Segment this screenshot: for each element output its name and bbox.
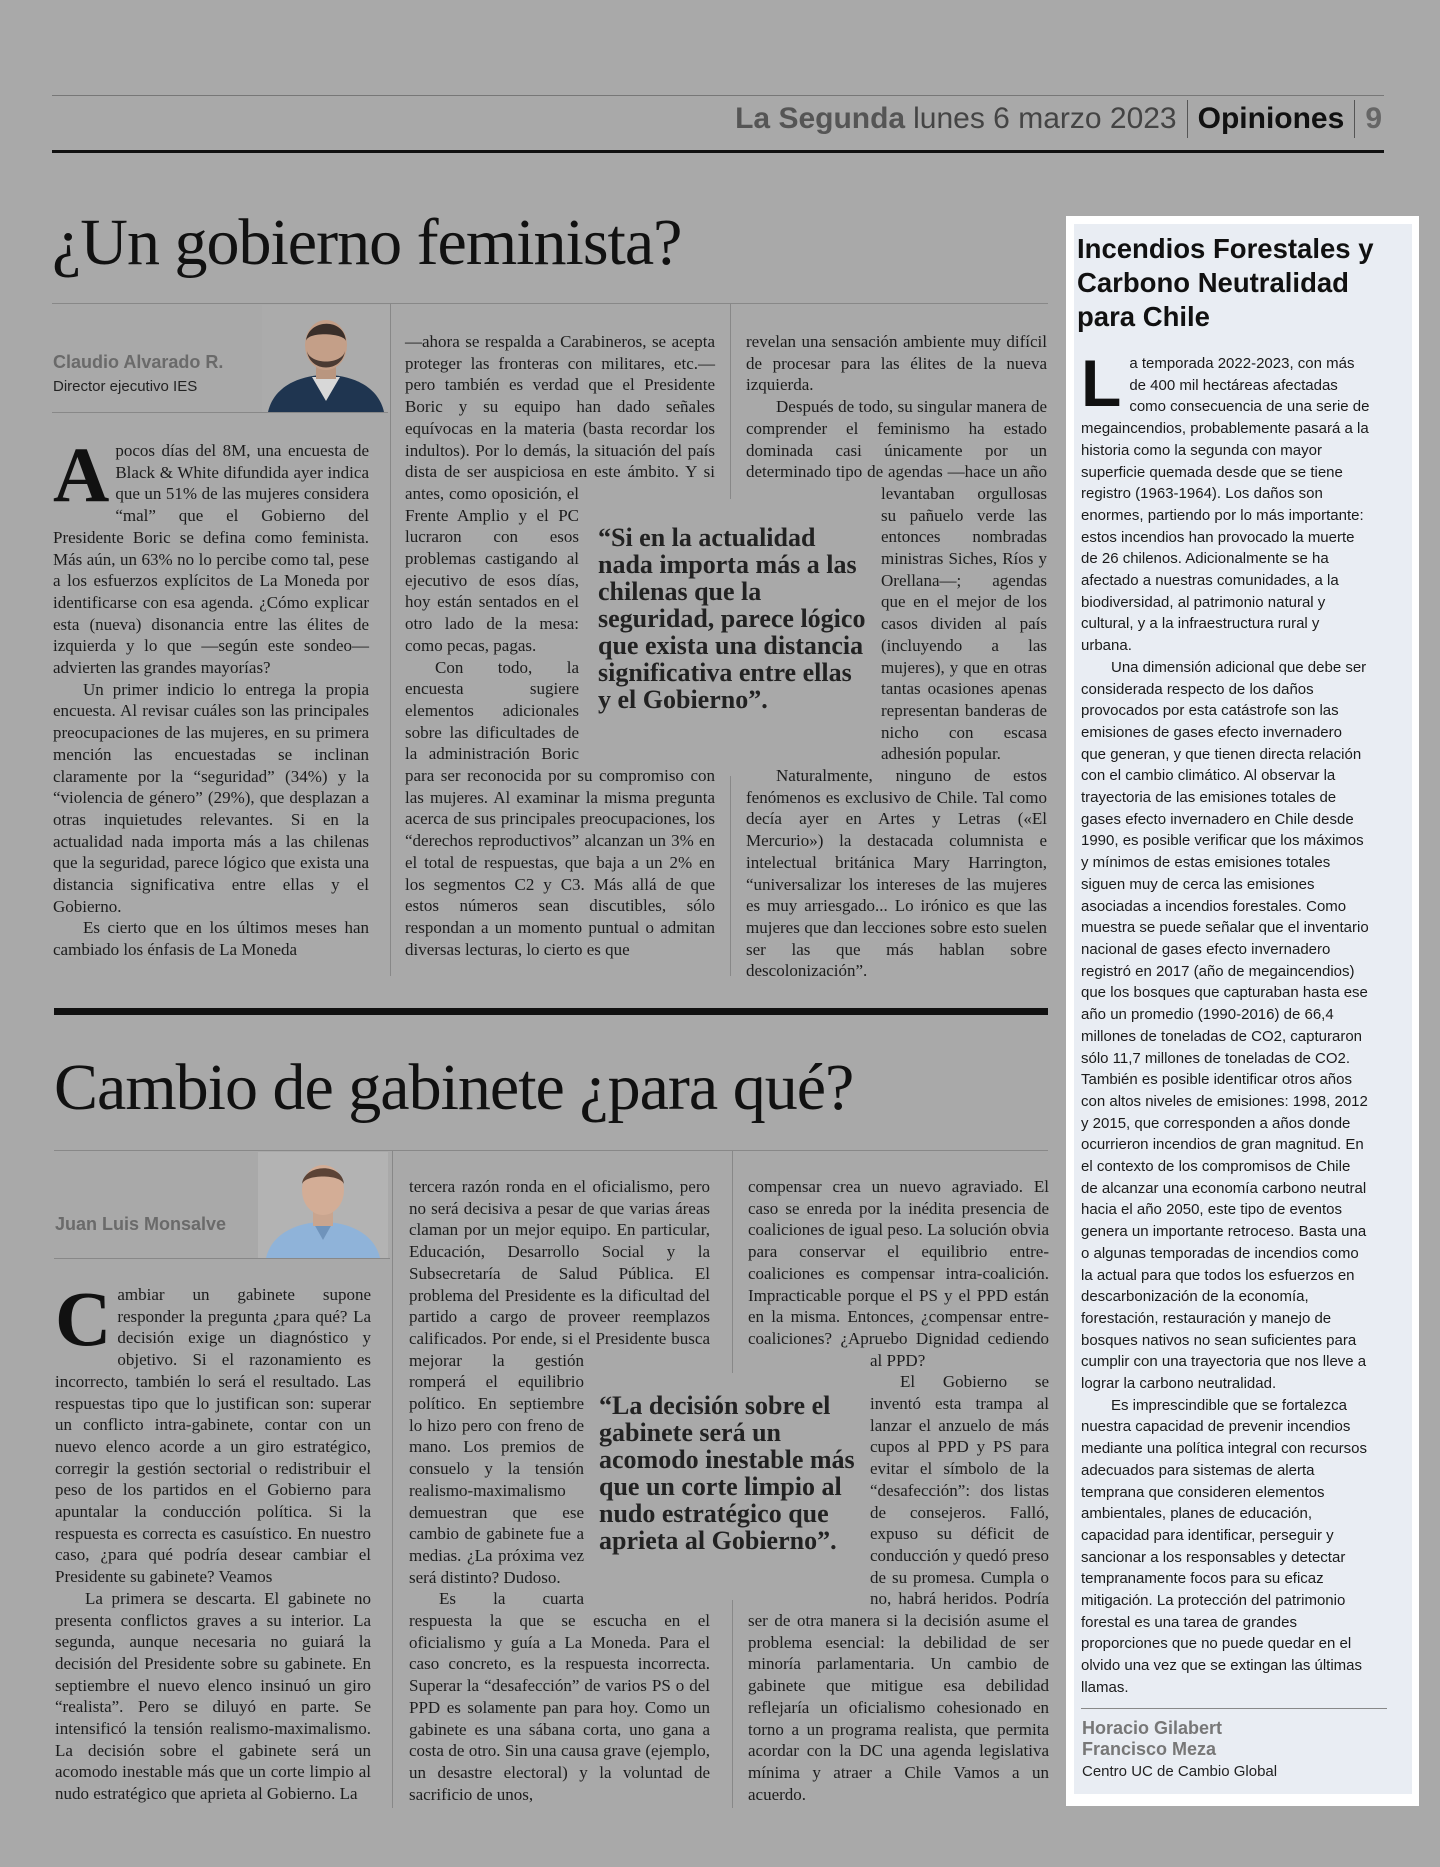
paragraph: —ahora se respalda a Carabineros, se acepta proteger las fronteras con militares, etc.— pero también es verdad que el Presidente Boric y su equipo han dado señales equívocas en la materia (basta recordar los indultos). Por lo demás, la situación del país dista de ser auspiciosa en este ámbito. Y si antes, como oposición, el Frente Amplio y el PC lucraron con esos problemas castigando al ejecutivo de esos días, hoy están sentados en el otro lado de la mesa: como pecas, pagas.	[405, 332, 715, 655]
article2-column-1	[55, 1275, 371, 1805]
sidebar-title: Incendios Forestales y Carbono Neutralidad para Chile	[1077, 233, 1374, 332]
page-number: 9	[1365, 102, 1382, 135]
paragraph: Es la cuarta respuesta la que se escucha en el oficialismo y guía a La Moneda. Para el caso concreto, es la respuesta incorrecta. Superar la “desafección” de varios PS o del PPD es solamente pan para hoy. Como un gabinete es una sábana corta, uno gana a costa de otro. Sin una causa grave (ejemplo, un desastre electoral) y la voluntad de sacrificio de unos,	[409, 1589, 710, 1804]
paragraph: Es imprescindible que se fortalezca nuestra capacidad de prevenir incendios mediante una política integral con recursos adecuados para sistemas de alerta temprana que consideren elementos ambientales, planes de educación, capacidad para identificar, perseguir y sancionar a los responsables y detectar tempranamente focos para su eficaz mitigación. La protección del patrimonio forestal es una tarea de grandes proporciones que no puede quedar en el olvido una vez que se extingan las últimas llamas.	[1081, 1396, 1367, 1696]
column-divider	[390, 303, 391, 976]
paragraph: pocos días del 8M, una encuesta de Black & White difundida ayer indica que un 51% de las mujeres considera “mal” que el Gobierno del Presidente Boric se defina como feminista. Más aún, un 63% no lo percibe como tal, pese a los esfuerzos explícitos de La Moneda por identificarse con esa agenda. ¿Cómo explicar esta (nueva) disonancia entre las élites de izquierda y lo que —según este sondeo— advierten las grandes mayorías?	[53, 441, 369, 678]
paragraph: Es cierto que en los últimos meses han cambiado los énfasis de La Moneda	[53, 918, 369, 960]
paragraph: revelan una sensación ambiente muy difícil de procesar para las élites de la nueva izquierda.	[746, 332, 1047, 395]
article2-top-rule	[54, 1150, 1048, 1151]
paragraph: La primera se descarta. El gabinete no presenta conflictos graves a su interior. La segunda, aunque necesaria no guiará la decisión del Presidente sobre su gabinete. En septiembre el nuevo elenco insinuó un giro “realista”. Pero se diluyó en parte. Se intensificó la tensión realismo-maximalismo. La decisión sobre el gabinete será un acomodo inestable más que un corte limpio al nudo estratégico que aprieta al Gobierno. La	[55, 1588, 371, 1804]
sidebar-body	[1081, 346, 1371, 1699]
author-photo-claudio	[262, 305, 390, 412]
paragraph: Un primer indicio lo entrega la propia encuesta. Al revisar cuáles son las principales preocupaciones de las mujeres, en su primera mención las encuestadas se inclinan claramente por la “seguridad” (34%) y la “violencia de género” (29%), que desplazan a otras inquietudes relevantes. Si en la actualidad nada importa más a las chilenas que la seguridad, parece lógico que exista una distancia significativa entre ellas y el Gobierno.	[53, 679, 369, 916]
author-rule	[52, 412, 388, 413]
author-name: Horacio Gilabert	[1082, 1718, 1223, 1738]
article1-top-rule	[52, 303, 1048, 304]
paragraph: compensar crea un nuevo agraviado. El caso se enreda por la inédita presencia de coaliciones de igual peso. La solución obvia para conservar el equilibrio entre-coaliciones es compensar intra-coalición. Impracticable porque el PS y el PPD están en la misma. Entonces, ¿compensar entre-coaliciones? ¿Apruebo Dignidad cediendo al PPD?	[748, 1177, 1049, 1370]
article1-pullquote: “Si en la actualidad nada importa más a las chilenas que la seguridad, parece lógico que exista una distancia significativa entre ellas y el Gobierno”.	[598, 523, 866, 714]
author-role: Director ejecutivo IES	[53, 378, 198, 395]
article2-headline: Cambio de gabinete ¿para qué?	[54, 1051, 854, 1124]
author-rule	[54, 1258, 390, 1259]
masthead	[735, 98, 1382, 140]
sidebar-author-rule	[1081, 1708, 1387, 1709]
article1-column-1	[53, 431, 369, 961]
column-divider	[730, 776, 731, 976]
masthead-divider	[1354, 100, 1355, 138]
article2-pullquote: “La decisión sobre el gabinete será un acomodo inestable más que un corte limpio al nudo estratégico que aprieta al Gobierno”.	[599, 1391, 855, 1555]
author-name: Juan Luis Monsalve	[55, 1214, 227, 1234]
publication-name: La Segunda	[735, 102, 906, 135]
paragraph: a temporada 2022-2023, con más de 400 mil hectáreas afectadas como consecuencia de una serie de megaincendios, probablemente pasará a la historia como la segunda con mayor superficie quemada desde que se tiene registro (1963-1964). Los daños son enormes, partiendo por lo más importante: estos incendios han provocado la muerte de 26 chilenos. Adicionalmente se ha afectado a nuestras comunidades, a la biodiversidad, al patrimonio natural y cultural, y a la infraestructura rural y urbana.	[1081, 355, 1370, 655]
sidebar-authors	[1082, 1718, 1222, 1760]
paragraph: Naturalmente, ninguno de estos fenómenos es exclusivo de Chile. Tal como decía ayer en Artes y Letras («El Mercurio») la destacada columnista e intelectual británica Mary Harrington, “universalizar los intereses de las mujeres es muy arriesgado... Lo irónico es que las mujeres que dan lecciones sobre esto suelen ser las que más hablan sobre descolonización”.	[746, 766, 1047, 981]
paragraph: Con todo, la encuesta sugiere elementos adicionales sobre las dificultades de la administración Boric para ser reconocida por su compromiso con las mujeres. Al examinar la misma pregunta acerca de sus principales preocupaciones, los “derechos reproductivos” alcanzan un 3% en el total de respuestas, que baja a un 2% en los segmentos C2 y C3. Más allá de que estos números sean discutibles, sólo respondan a un momento puntual o admitan diversas lecturas, lo cierto es que	[405, 657, 715, 959]
paragraph: Una dimensión adicional que debe ser considerada respecto de los daños provocados por esta catástrofe son las emisiones de gases efecto invernadero que generan, y que tienen directa relación con el cambio climático. Al observar la trayectoria de las emisiones totales de gases efecto invernadero en Chile desde 1990, es posible verificar que los máximos y mínimos de estas emisiones totales siguen muy de cerca las emisiones asociadas a incendios forestales. Como muestra se puede señalar que el inventario nacional de gases efecto invernadero registró en 2017 (año de megaincendios) que los bosques que capturaban hasta ese año un promedio (1990-2016) de 66,4 millones de toneladas de CO2, capturaron sólo 11,7 millones de toneladas de CO2. También es posible identificar otros años con altos niveles de emisiones: 1998, 2012 y 2015, que corresponden a años donde ocurrieron incendios de gran magnitud. En el contexto de los compromisos de Chile de alcanzar una economía carbono neutral hacia el año 2050, este tipo de eventos genera un importante retroceso. Basta una o algunas temporadas de incendios como la actual para que todos los esfuerzos en descarbonización de la economía, forestación, restauración y manejo de bosques nativos no sean suficientes para cumplir con una trayectoria que nos lleve a lograr la carbono neutralidad.	[1081, 658, 1369, 1393]
column-divider	[392, 1150, 393, 1808]
author-name: Claudio Alvarado R.	[53, 352, 224, 372]
masthead-top-rule	[52, 95, 1384, 96]
paragraph: tercera razón ronda en el oficialismo, pero no será decisiva a pesar de que varias áreas claman por un mejor equipo. En particular, Educación, Desarrollo Social y la Subsecretaría de Salud Pública. El problema del Presidente es la dificultad del partido a cargo de proveer reemplazos calificados. Por ende, si el Presidente busca mejorar la gestión romperá el equilibrio político. En septiembre lo hizo pero con freno de mano. Los premios de consuelo y la tensión realismo-maximalismo demuestran que ese cambio de gabinete fue a medias. ¿La próxima vez será distinto? Dudoso.	[409, 1177, 710, 1587]
masthead-divider	[1187, 100, 1188, 138]
drop-cap: A	[53, 431, 110, 518]
article-separator	[54, 1008, 1048, 1015]
author-photo-juan-luis	[258, 1152, 388, 1258]
paragraph: ambiar un gabinete supone responder la pregunta ¿para qué? La decisión exige un diagnóstico y objetivo. Si el razonamiento es incorrecto, también lo será el resultado. Las respuestas tipo que lo justifican son: superar un conflicto intra-gabinete, contar con un nuevo elenco acorde a un giro estratégico, corregir la gestión sectorial o redistribuir el peso de los partidos en el Gobierno para apuntalar la conducción política. Si la respuesta es correcta es casuístico. En nuestro caso, ¿para qué podría desear cambiar el Presidente su gabinete? Veamos	[55, 1285, 371, 1587]
sidebar-author-org: Centro UC de Cambio Global	[1082, 1763, 1278, 1780]
author-name: Francisco Meza	[1082, 1739, 1217, 1759]
drop-cap: C	[55, 1275, 112, 1362]
article1-headline: ¿Un gobierno feminista?	[52, 206, 682, 279]
masthead-bottom-rule	[52, 150, 1384, 153]
column-divider	[732, 1150, 733, 1373]
paragraph: Después de todo, su singular manera de comprender el feminismo ha estado dominada casi únicamente por un determinado tipo de agendas —hace un año levantaban orgullosas su pañuelo verde las entonces nombradas ministras Siches, Ríos y Orellana—; agendas que en el mejor de los casos dividen al país (incluyendo a las mujeres), y que en otras tantas ocasiones apenas representan banderas de nicho con escasa adhesión popular.	[746, 397, 1047, 764]
column-divider	[730, 303, 731, 499]
section-name: Opiniones	[1197, 102, 1345, 135]
column-divider	[732, 1600, 733, 1808]
drop-cap: L	[1081, 346, 1122, 420]
publication-date: lunes 6 marzo 2023	[913, 102, 1177, 135]
paragraph: El Gobierno se inventó esta trampa al lanzar el anzuelo de más cupos al PPD y PS para evitar el símbolo de la “desafección”: dos listas de consejeros. Falló, expuso su déficit de conducción y quedó preso de su promesa. Cumpla o no, habrá heridos. Podría ser de otra manera si la decisión asume el problema esencial: la debilidad de ser minoría parlamentaria. Un cambio de gabinete que mitigue esa debilidad reflejaría un oficialismo cohesionado en torno a un programa realista, que permita acordar con la DC una agenda legislativa mínima y atraer a Chile Vamos a un acuerdo.	[748, 1372, 1049, 1804]
